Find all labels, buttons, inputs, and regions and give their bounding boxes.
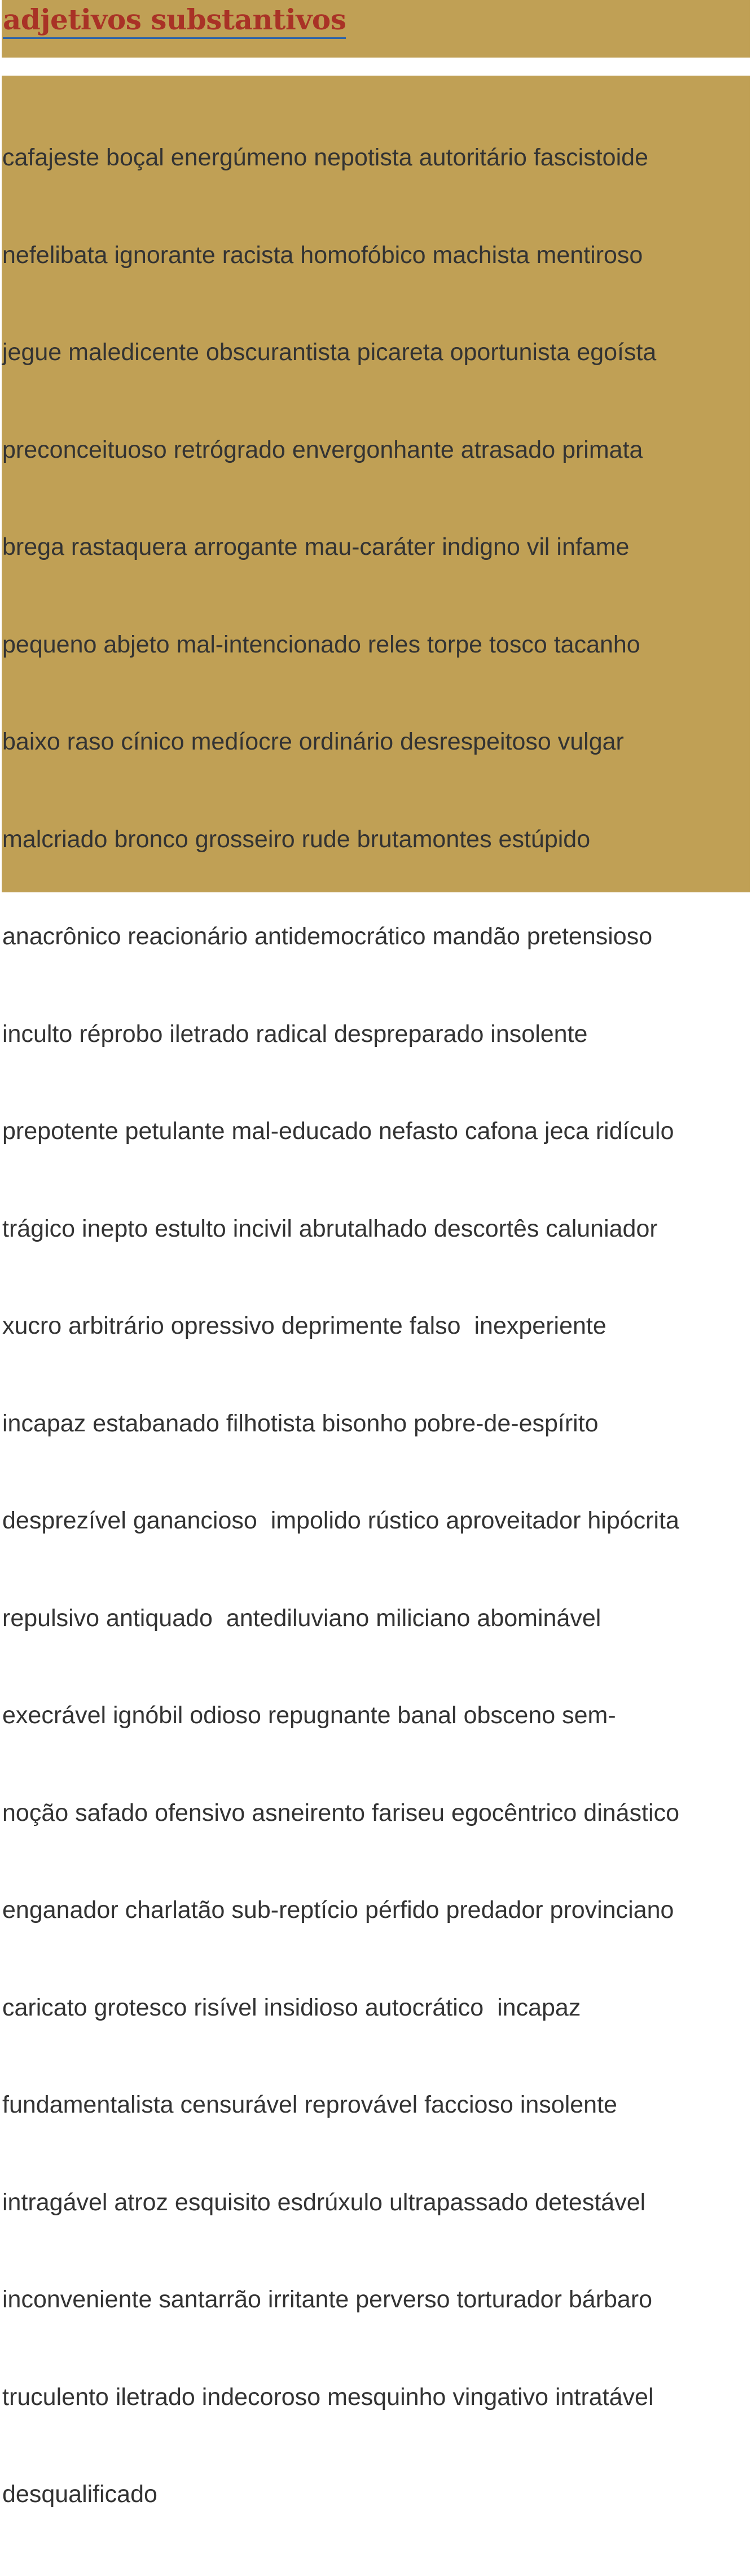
word-line: inculto réprobo iletrado radical despreparado insolente (2, 1020, 588, 1048)
word-line: execrável ignóbil odioso repugnante banal obsceno sem- (2, 1702, 616, 1729)
word-list (2, 76, 750, 2576)
word-line: anacrônico reacionário antidemocrático mandão pretensioso (2, 923, 653, 950)
content-panel (2, 76, 750, 2508)
word-line: desqualificado (2, 2481, 157, 2508)
word-line: fundamentalista censurável reprovável faccioso insolente (2, 2091, 617, 2118)
word-line: inconveniente santarrão irritante perverso torturador bárbaro (2, 2286, 653, 2313)
word-line: nefelibata ignorante racista homofóbico machista mentiroso (2, 241, 643, 269)
word-line: preconceituoso retrógrado envergonhante atrasado primata (2, 436, 643, 463)
word-line: baixo raso cínico medíocre ordinário desrespeitoso vulgar (2, 728, 624, 755)
word-line: enganador charlatão sub-reptício pérfido predador provinciano (2, 1896, 674, 1924)
word-line: intragável atroz esquisito esdrúxulo ultrapassado detestável (2, 2188, 646, 2216)
word-line: desprezível ganancioso impolido rústico aproveitador hipócrita (2, 1507, 679, 1534)
word-line: brega rastaquera arrogante mau-caráter indigno vil infame (2, 533, 630, 560)
word-line: repulsivo antiquado antediluviano miliciano abominável (2, 1604, 601, 1632)
word-line: incapaz estabanado filhotista bisonho pobre-de-espírito (2, 1409, 599, 1437)
word-line: pequeno abjeto mal-intencionado reles torpe tosco tacanho (2, 630, 640, 658)
word-line: malcriado bronco grosseiro rude brutamontes estúpido (2, 825, 591, 853)
word-line: xucro arbitrário opressivo deprimente falso inexperiente (2, 1312, 606, 1339)
word-line: jegue maledicente obscurantista picareta oportunista egoísta (2, 339, 657, 366)
word-line: prepotente petulante mal-educado nefasto cafona jeca ridículo (2, 1118, 674, 1145)
word-line: trágico inepto estulto incivil abrutalhado descortês caluniador (2, 1215, 658, 1242)
page-title-link[interactable]: adjetivos substantivos (3, 2, 346, 39)
word-line: noção safado ofensivo asneirento fariseu egocêntrico dinástico (2, 1799, 679, 1826)
word-line: truculento iletrado indecoroso mesquinho vingativo intratável (2, 2383, 654, 2411)
word-line: cafajeste boçal energúmeno nepotista autoritário fascistoide (2, 144, 648, 171)
header-panel (2, 0, 750, 58)
word-line: caricato grotesco risível insidioso autocrático incapaz (2, 1994, 581, 2021)
